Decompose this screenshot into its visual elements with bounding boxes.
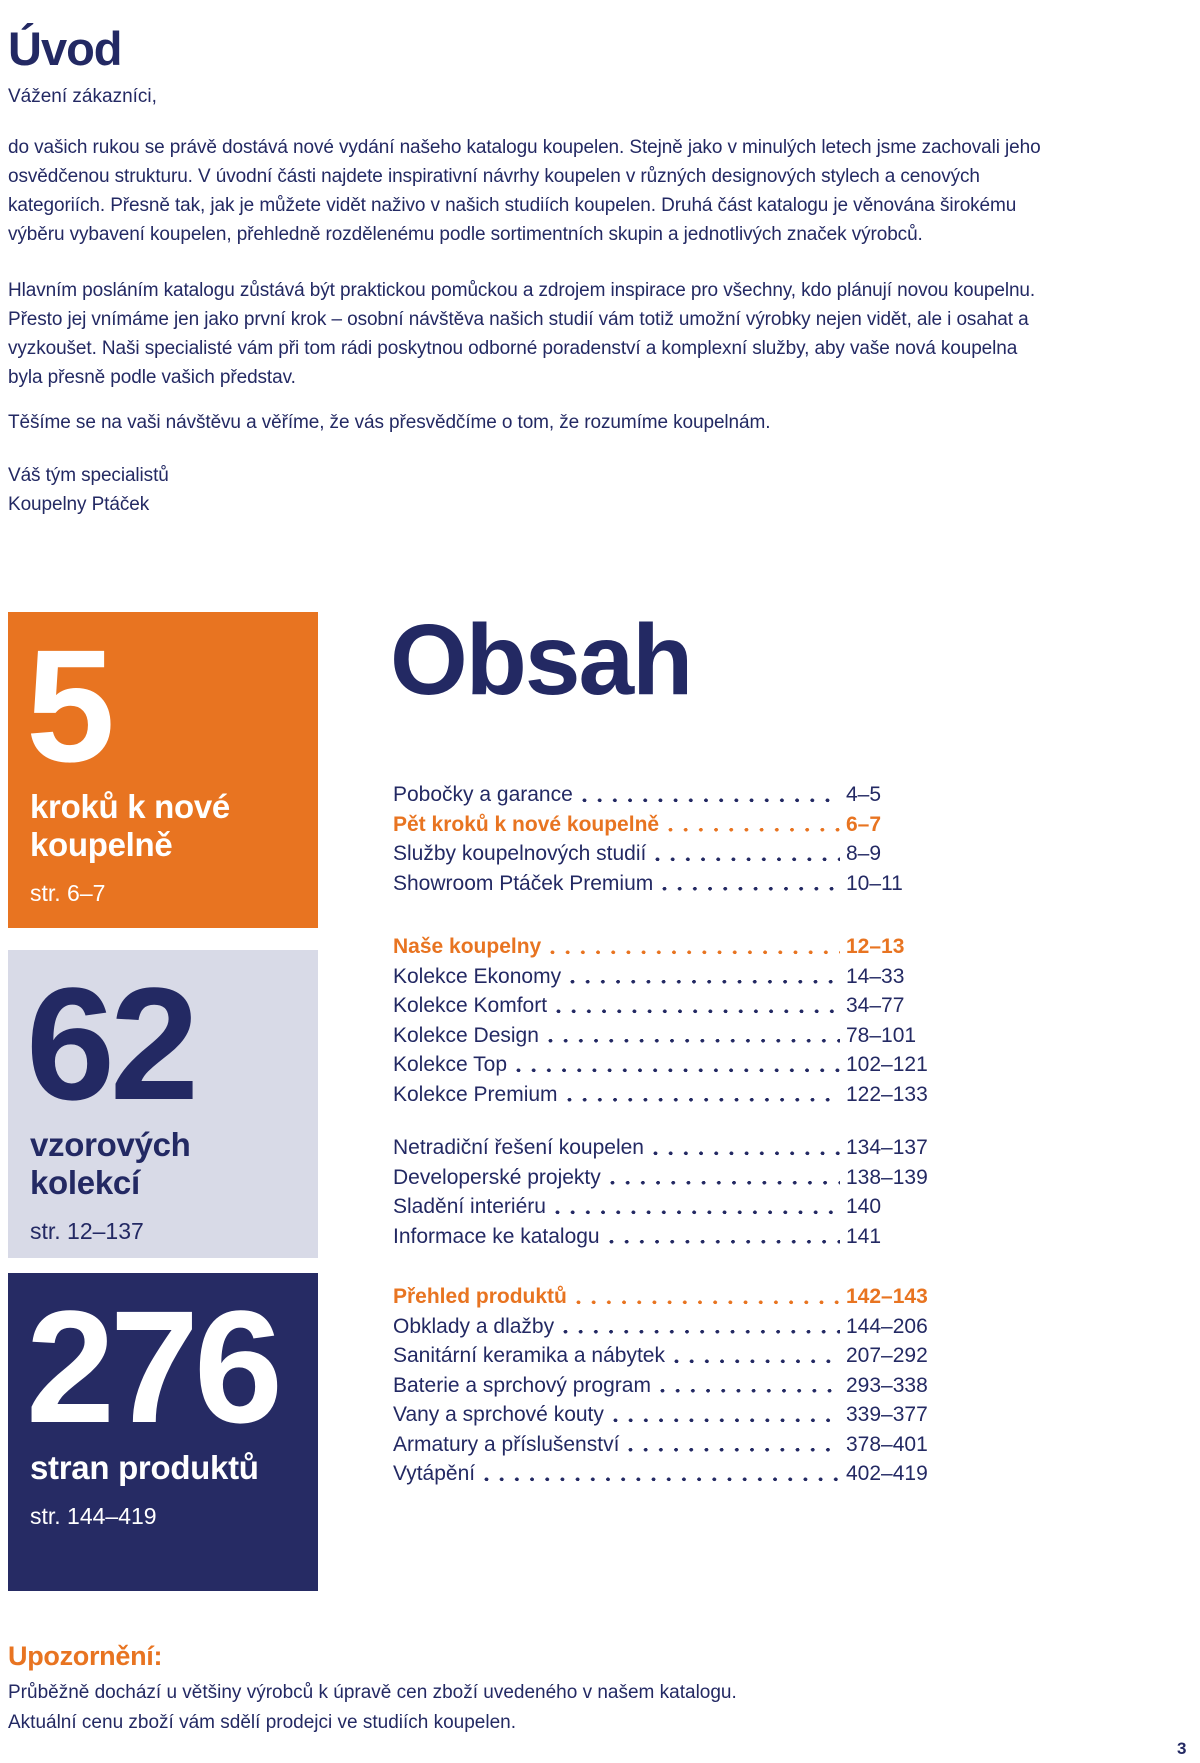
- page-title: Úvod: [8, 22, 122, 76]
- dotted-leader: [563, 1312, 840, 1342]
- toc-entry-pages: 144–206: [846, 1314, 928, 1338]
- toc-entry-pages: 142–143: [846, 1285, 928, 1308]
- toc-entry-pages: 78–101: [846, 1023, 917, 1047]
- toc-entry-label: Obklady a dlažby: [393, 1314, 555, 1338]
- toc-entry-pages: 140: [846, 1195, 882, 1218]
- stat-number: 276: [26, 1277, 278, 1456]
- toc-entry: [393, 810, 941, 840]
- toc-entry: [393, 1430, 941, 1460]
- toc-entry: [393, 1021, 941, 1051]
- toc-entry-label: Naše koupelny: [393, 935, 542, 958]
- stat-label: vzorových kolekcí: [30, 1126, 191, 1201]
- toc-entry-pages: 34–77: [846, 994, 905, 1017]
- stat-pages: str. 12–137: [30, 1218, 144, 1244]
- toc-entry: [393, 1459, 941, 1489]
- toc-entry: [393, 1222, 941, 1252]
- notice-title: Upozornění:: [8, 1641, 163, 1671]
- toc-entry-label: Showroom Ptáček Premium: [393, 871, 654, 895]
- dotted-leader: [484, 1459, 840, 1489]
- stat-block-product-pages: [8, 1273, 318, 1591]
- toc-entry-label: Kolekce Premium: [393, 1082, 558, 1106]
- signature: [8, 461, 1053, 519]
- dotted-leader: [674, 1341, 840, 1371]
- toc-entry-pages: 402–419: [846, 1462, 928, 1485]
- notice-line: Aktuální cenu zboží vám sdělí prodejci ve studiích koupelen.: [8, 1712, 517, 1733]
- toc-entry-pages: 141: [846, 1224, 882, 1248]
- stat-block-collections: [8, 950, 318, 1258]
- toc-entry: [393, 1341, 941, 1371]
- toc-entry-label: Služby koupelnových studií: [393, 842, 647, 865]
- dotted-leader: [567, 1080, 840, 1110]
- toc-entry-label: Pobočky a garance: [393, 783, 573, 806]
- dotted-leader: [576, 1282, 840, 1312]
- toc-entry: [393, 1133, 941, 1163]
- toc-entry-label: Přehled produktů: [393, 1285, 567, 1308]
- toc-entry: [393, 991, 941, 1021]
- toc-entry-pages: 12–13: [846, 935, 905, 958]
- toc-entry-pages: 8–9: [846, 842, 882, 865]
- notice-line: Průběžně dochází u většiny výrobců k úpravě cen zboží uvedeného v našem katalogu.: [8, 1682, 737, 1703]
- toc-entry: [393, 1371, 941, 1401]
- stat-number: 5: [26, 616, 110, 795]
- stat-number: 62: [26, 954, 194, 1133]
- salutation: Vážení zákazníci,: [8, 86, 157, 107]
- stat-pages: str. 144–419: [30, 1503, 157, 1529]
- dotted-leader: [609, 1222, 840, 1252]
- toc-group-2: [393, 932, 941, 1109]
- toc-entry-label: Kolekce Komfort: [393, 994, 548, 1017]
- toc-entry-pages: 339–377: [846, 1403, 928, 1426]
- stat-pages: str. 6–7: [30, 880, 106, 906]
- toc-entry-pages: 138–139: [846, 1165, 928, 1189]
- toc-group-1: [393, 780, 941, 898]
- toc-entry-label: Kolekce Top: [393, 1053, 508, 1076]
- toc-entry: [393, 869, 941, 899]
- dotted-leader: [548, 1021, 840, 1051]
- dotted-leader: [660, 1371, 840, 1401]
- toc-title: Obsah: [390, 604, 692, 716]
- toc-entry-label: Pět kroků k nové koupelně: [393, 812, 660, 836]
- toc-entry-pages: 102–121: [846, 1053, 928, 1076]
- toc-entry: [393, 932, 941, 962]
- dotted-leader: [555, 1192, 840, 1222]
- intro-paragraph-1: do vašich rukou se právě dostává nové vydání našeho katalogu koupelen. Stejně jako v minulých letech jsme zachovali jeho osvědčenou strukturu. V úvodní části najdete inspirativní návrhy koupelen v různých designových stylech a cenových kategoriích. Přesně tak, jak je můžete vidět naživo v našich studiích koupelen. Druhá část katalogu je věnována širokému výběru vybavení koupelen, přehledně rozdělenému podle sortimentních skupin a jednotlivých značek výrobců.: [8, 137, 1041, 245]
- dotted-leader: [570, 962, 840, 992]
- dotted-leader: [653, 1133, 840, 1163]
- intro-paragraph-3: Těšíme se na vaši návštěvu a věříme, že vás přesvědčíme o tom, že rozumíme koupelnám.: [8, 412, 771, 433]
- toc-entry: [393, 839, 941, 869]
- dotted-leader: [582, 780, 840, 810]
- intro-paragraph-2: Hlavním posláním katalogu zůstává být praktickou pomůckou a zdrojem inspirace pro všechny, kdo plánují novou koupelnu. Přesto jej vnímáme jen jako první krok – osobní návštěva našich studií vám totiž umožní výrobky nejen vidět, ale i osahat a vyzkoušet. Naši specialisté vám při tom rádi poskytnou odborné poradenství a komplexní služby, aby vaše nová koupelna byla přesně podle vašich představ.: [8, 280, 1036, 388]
- toc-entry-pages: 207–292: [846, 1344, 928, 1367]
- toc-entry-label: Netradiční řešení koupelen: [393, 1136, 644, 1159]
- toc-group-4: [393, 1282, 941, 1489]
- toc-entry-pages: 378–401: [846, 1432, 928, 1456]
- toc-group-3: [393, 1133, 941, 1251]
- stat-label: kroků k nové koupelně: [30, 788, 230, 863]
- toc-entry-label: Baterie a sprchový program: [393, 1373, 651, 1397]
- dotted-leader: [628, 1430, 840, 1460]
- toc-entry-label: Sladění interiéru: [393, 1195, 546, 1218]
- toc-entry-pages: 10–11: [846, 871, 903, 895]
- toc-entry: [393, 1400, 941, 1430]
- signature-line-team: Váš tým specialistů: [8, 465, 169, 486]
- page-number: 3: [1177, 1739, 1187, 1758]
- toc-entry-label: Developerské projekty: [393, 1165, 601, 1189]
- toc-entry-label: Sanitární keramika a nábytek: [393, 1344, 665, 1367]
- stat-block-steps: [8, 612, 318, 928]
- toc-entry: [393, 780, 941, 810]
- dotted-leader: [662, 869, 840, 899]
- toc-entry-pages: 6–7: [846, 812, 882, 836]
- dotted-leader: [610, 1163, 840, 1193]
- toc-entry: [393, 1080, 941, 1110]
- toc-entry-label: Kolekce Ekonomy: [393, 964, 562, 988]
- toc-entry-pages: 134–137: [846, 1136, 928, 1159]
- toc-entry-pages: 122–133: [846, 1082, 928, 1106]
- toc-entry: [393, 1282, 941, 1312]
- dotted-leader: [550, 932, 840, 962]
- dotted-leader: [516, 1050, 840, 1080]
- dotted-leader: [655, 839, 840, 869]
- toc-entry-label: Vany a sprchové kouty: [393, 1403, 604, 1426]
- toc-entry-pages: 14–33: [846, 964, 905, 988]
- toc-entry-label: Kolekce Design: [393, 1023, 539, 1047]
- toc-entry-pages: 4–5: [846, 783, 882, 806]
- signature-line-company: Koupelny Ptáček: [8, 494, 150, 515]
- toc-entry: [393, 1312, 941, 1342]
- dotted-leader: [668, 810, 840, 840]
- toc-entry-label: Vytápění: [393, 1462, 476, 1485]
- toc-entry-pages: 293–338: [846, 1373, 928, 1397]
- toc-entry: [393, 1192, 941, 1222]
- dotted-leader: [556, 991, 840, 1021]
- stat-label: stran produktů: [30, 1449, 259, 1486]
- toc-entry: [393, 1163, 941, 1193]
- toc-entry-label: Informace ke katalogu: [393, 1224, 600, 1248]
- toc-entry: [393, 962, 941, 992]
- dotted-leader: [613, 1400, 840, 1430]
- toc-entry-label: Armatury a příslušenství: [393, 1432, 620, 1456]
- toc-entry: [393, 1050, 941, 1080]
